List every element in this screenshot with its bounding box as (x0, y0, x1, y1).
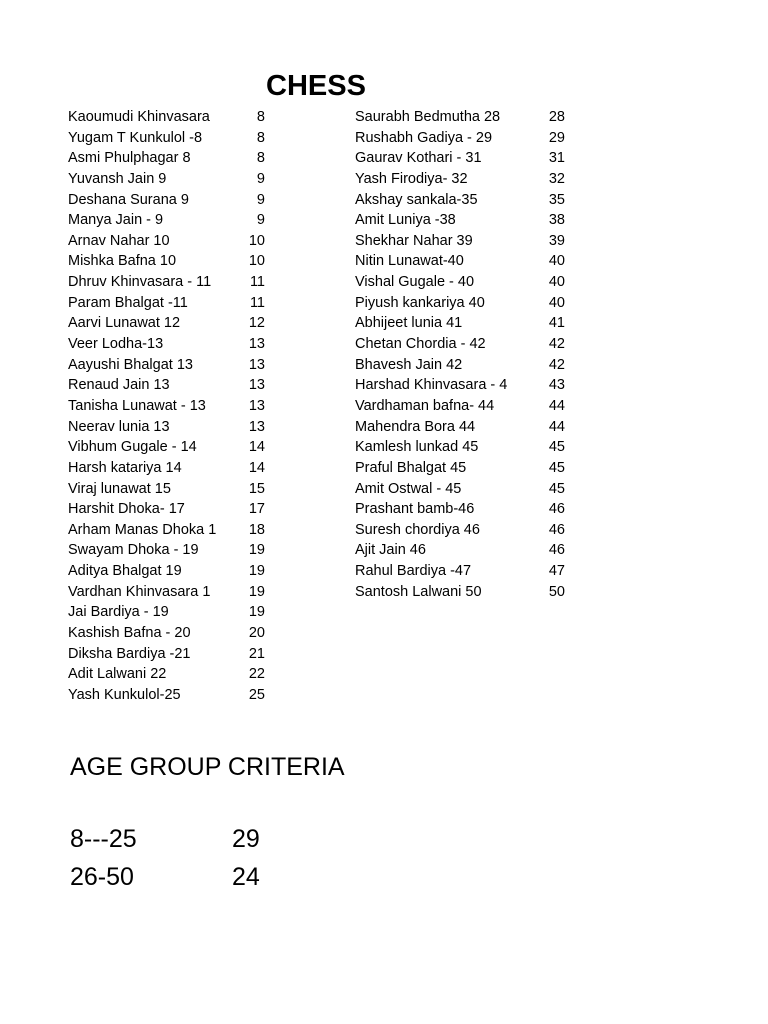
participant-age: 19 (248, 583, 265, 600)
list-item (68, 107, 265, 128)
participant-name: Shekhar Nahar 39 (355, 232, 473, 249)
list-item (355, 520, 565, 541)
participant-name: Suresh chordiya 46 (355, 521, 480, 538)
list-item (355, 375, 565, 396)
participant-name: Yugam T Kunkulol -8 (68, 129, 203, 146)
participant-name: Vibhum Gugale - 14 (68, 439, 197, 456)
list-item (68, 458, 265, 479)
list-item (68, 293, 265, 314)
participant-name: Saurabh Bedmutha 28 (355, 109, 501, 125)
list-item (355, 169, 565, 190)
participant-name: Harsh katariya 14 (68, 459, 182, 476)
list-item (355, 561, 565, 582)
list-item (355, 231, 565, 252)
list-item (355, 540, 565, 561)
participant-age: 39 (548, 232, 565, 249)
participant-age: 15 (248, 480, 265, 497)
right-participant-list (355, 107, 565, 602)
participant-age: 14 (248, 439, 265, 456)
participant-age: 19 (248, 542, 265, 559)
list-item (355, 479, 565, 500)
list-item (68, 128, 265, 149)
participant-age: 44 (548, 418, 565, 435)
list-item (355, 293, 565, 314)
participant-name: Vardhaman bafna- 44 (355, 397, 495, 414)
participant-age: 14 (248, 459, 265, 476)
participant-name: Rushabh Gadiya - 29 (355, 129, 493, 146)
participant-age: 29 (548, 129, 565, 146)
participant-name: Yash Firodiya- 32 (355, 170, 468, 187)
participant-name: Santosh Lalwani 50 (355, 583, 482, 600)
list-item (355, 437, 565, 458)
participant-age: 47 (548, 563, 565, 580)
participant-age: 46 (548, 521, 565, 538)
list-item (68, 685, 265, 706)
participant-age: 17 (248, 501, 265, 518)
list-item (68, 148, 265, 169)
participant-age: 28 (548, 109, 565, 125)
participant-name: Amit Luniya -38 (355, 212, 456, 229)
participant-age: 13 (248, 377, 265, 394)
list-item (68, 644, 265, 665)
participant-age: 8 (256, 109, 265, 125)
participant-name: Nitin Lunawat-40 (355, 253, 464, 270)
participant-age: 10 (248, 232, 265, 249)
participant-name: Praful Bhalgat 45 (355, 459, 467, 476)
participant-name: Piyush kankariya 40 (355, 294, 485, 311)
list-item (355, 190, 565, 211)
participant-name: Arham Manas Dhoka 1 (68, 521, 217, 538)
participant-name: Aarvi Lunawat 12 (68, 315, 181, 332)
participant-age: 12 (248, 315, 265, 332)
participant-age: 13 (248, 336, 265, 353)
page-title: CHESS (266, 70, 366, 102)
participant-name: Bhavesh Jain 42 (355, 356, 463, 373)
list-item (68, 561, 265, 582)
participant-age: 8 (256, 129, 265, 146)
participant-name: Arnav Nahar 10 (68, 232, 170, 249)
participant-name: Dhruv Khinvasara - 11 (68, 274, 212, 291)
participant-age: 13 (248, 356, 265, 373)
participant-name: Manya Jain - 9 (68, 212, 164, 229)
participant-name: Harshad Khinvasara - 4 (355, 377, 508, 394)
participant-name: Prashant bamb-46 (355, 501, 475, 518)
participant-name: Renaud Jain 13 (68, 377, 170, 394)
participant-name: Adit Lalwani 22 (68, 666, 167, 683)
participant-age: 43 (548, 377, 565, 394)
participant-name: Neerav lunia 13 (68, 418, 170, 435)
list-item (355, 272, 565, 293)
participant-age: 19 (248, 604, 265, 621)
participant-age: 9 (256, 191, 265, 208)
list-item (68, 417, 265, 438)
participant-age: 38 (548, 212, 565, 229)
participant-name: Deshana Surana 9 (68, 191, 189, 208)
participant-age: 40 (548, 294, 565, 311)
list-item (68, 210, 265, 231)
participant-age: 42 (548, 356, 565, 373)
participant-name: Aditya Bhalgat 19 (68, 563, 182, 580)
participant-name: Diksha Bardiya -21 (68, 645, 191, 662)
list-item (68, 396, 265, 417)
participant-age: 11 (249, 294, 265, 311)
participant-name: Kamlesh lunkad 45 (355, 439, 479, 456)
participant-name: Chetan Chordia - 42 (355, 336, 486, 353)
participant-age: 20 (248, 625, 265, 642)
participant-name: Swayam Dhoka - 19 (68, 542, 199, 559)
list-item (355, 334, 565, 355)
participant-name: Yash Kunkulol-25 (68, 686, 181, 703)
participant-name: Param Bhalgat -11 (68, 294, 188, 311)
participant-name: Vardhan Khinvasara 1 (68, 583, 211, 600)
list-item (68, 334, 265, 355)
list-item (68, 375, 265, 396)
list-item (355, 251, 565, 272)
participant-name: Akshay sankala-35 (355, 191, 478, 208)
participant-age: 45 (548, 439, 565, 456)
list-item (355, 582, 565, 603)
list-item (68, 355, 265, 376)
list-item (68, 623, 265, 644)
participant-age: 22 (248, 666, 265, 683)
participant-name: Vishal Gugale - 40 (355, 274, 475, 291)
list-item (355, 499, 565, 520)
participant-age: 50 (548, 583, 565, 600)
participant-name: Mishka Bafna 10 (68, 253, 177, 270)
participant-age: 19 (248, 563, 265, 580)
participant-name: Veer Lodha-13 (68, 336, 164, 353)
list-item (68, 231, 265, 252)
participant-age: 42 (548, 336, 565, 353)
list-item (355, 458, 565, 479)
participant-age: 35 (548, 191, 565, 208)
participant-name: Jai Bardiya - 19 (68, 604, 169, 621)
participant-age: 46 (548, 501, 565, 518)
participant-name: Kaoumudi Khinvasara (68, 109, 210, 125)
list-item (355, 417, 565, 438)
participant-age: 32 (548, 170, 565, 187)
participant-age: 45 (548, 480, 565, 497)
participant-name: Abhijeet lunia 41 (355, 315, 463, 332)
list-item (355, 210, 565, 231)
criteria-count: 24 (232, 863, 260, 891)
participant-age: 13 (248, 418, 265, 435)
list-item (355, 355, 565, 376)
list-item (68, 582, 265, 603)
criteria-row (70, 860, 260, 894)
list-item (355, 107, 565, 128)
participant-age: 13 (248, 397, 265, 414)
list-item (68, 540, 265, 561)
participant-age: 9 (256, 170, 265, 187)
list-item (68, 272, 265, 293)
participant-age: 45 (548, 459, 565, 476)
participant-age: 11 (249, 274, 265, 291)
list-item (68, 169, 265, 190)
participant-name: Kashish Bafna - 20 (68, 625, 191, 642)
participant-age: 44 (548, 397, 565, 414)
list-item (68, 479, 265, 500)
list-item (355, 313, 565, 334)
participant-name: Tanisha Lunawat - 13 (68, 397, 206, 414)
participant-name: Yuvansh Jain 9 (68, 170, 167, 187)
criteria-count: 29 (232, 825, 260, 853)
participant-age: 18 (248, 521, 265, 538)
participant-name: Ajit Jain 46 (355, 542, 426, 559)
criteria-range: 26-50 (70, 863, 134, 891)
list-item (68, 313, 265, 334)
participant-age: 25 (248, 686, 265, 703)
participant-name: Amit Ostwal - 45 (355, 480, 462, 497)
participant-age: 21 (248, 645, 265, 662)
criteria-range: 8---25 (70, 825, 137, 853)
participant-age: 10 (248, 253, 265, 270)
criteria-row (70, 822, 260, 856)
participant-name: Rahul Bardiya -47 (355, 563, 472, 580)
participant-age: 31 (548, 150, 565, 167)
participant-age: 41 (548, 315, 565, 332)
participant-name: Gaurav Kothari - 31 (355, 150, 482, 167)
list-item (355, 128, 565, 149)
criteria-heading: AGE GROUP CRITERIA (70, 753, 345, 781)
list-item (68, 602, 265, 623)
list-item (68, 437, 265, 458)
participant-age: 8 (256, 150, 265, 167)
list-item (68, 251, 265, 272)
left-participant-list (68, 107, 265, 706)
list-item (68, 190, 265, 211)
participant-name: Harshit Dhoka- 17 (68, 501, 185, 518)
participant-age: 46 (548, 542, 565, 559)
participant-name: Asmi Phulphagar 8 (68, 150, 191, 167)
participant-age: 9 (256, 212, 265, 229)
list-item (355, 148, 565, 169)
list-item (355, 396, 565, 417)
participant-age: 40 (548, 274, 565, 291)
list-item (68, 499, 265, 520)
participant-name: Mahendra Bora 44 (355, 418, 476, 435)
list-item (68, 520, 265, 541)
participant-name: Viraj lunawat 15 (68, 480, 171, 497)
list-item (68, 664, 265, 685)
participant-name: Aayushi Bhalgat 13 (68, 356, 193, 373)
participant-age: 40 (548, 253, 565, 270)
